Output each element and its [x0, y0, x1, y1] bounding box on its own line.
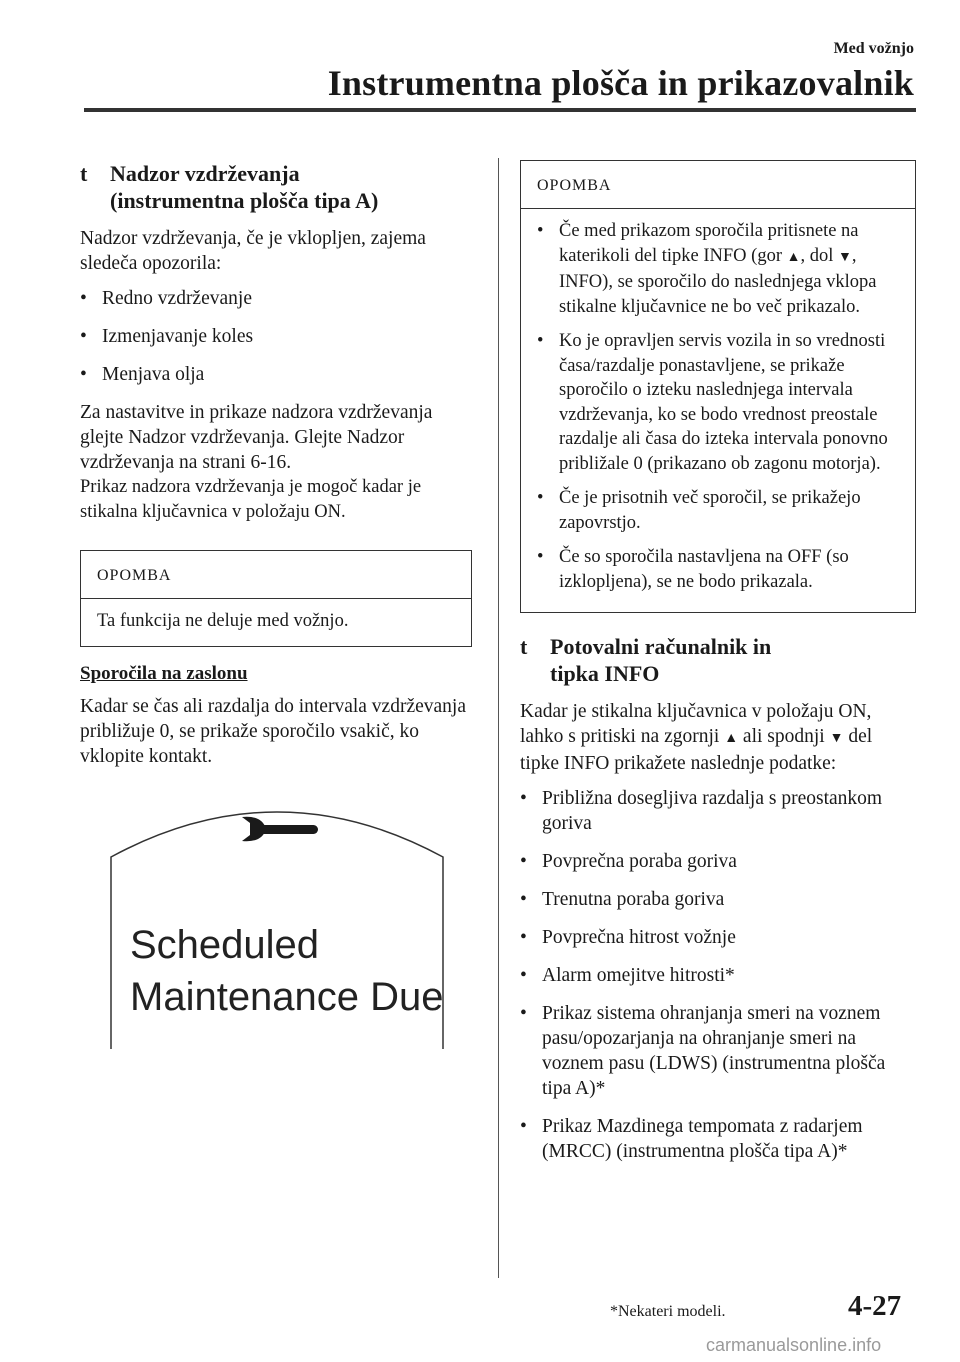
- list-item: • Alarm omejitve hitrosti*: [520, 965, 735, 986]
- list-item: • Ko je opravljen servis vozila in so vrednosti časa/razdalje ponastavljene, se prikaže sporočilo o izteku naslednjega intervala vzdrževanja, ko se bodo vrednost preostale razdalje ali časa do izteka intervala ponovno približale 0 (prikazano ob zagonu motorja).: [537, 329, 901, 476]
- list-item: • Približna dosegljiva razdalja s preostankom goriva: [520, 788, 883, 834]
- chapter-label: Med vožnjo: [833, 40, 914, 57]
- display-line-2: Maintenance Due: [130, 975, 444, 1019]
- list-item: • Povprečna poraba goriva: [520, 851, 737, 872]
- list-item: • Izmenjavanje koles: [80, 326, 254, 347]
- bullet-icon: •: [537, 331, 544, 351]
- list-item: • Prikaz Mazdinega tempomata z radarjem (MRCC) (instrumentna plošča tipa A)*: [520, 1116, 863, 1162]
- bullet-icon: •: [520, 851, 527, 872]
- maintenance-display-illustration: [110, 795, 444, 1050]
- bullet-icon: •: [537, 488, 544, 508]
- note-content: [521, 209, 915, 612]
- bullet-icon: •: [537, 221, 544, 241]
- section-title-line2: (instrumentna plošča tipa A): [110, 188, 379, 213]
- page-title: Instrumentna plošča in prikazovalnik: [327, 63, 914, 103]
- subheading-messages: Sporočila na zaslonu: [80, 662, 248, 684]
- wrench-icon: [242, 817, 318, 842]
- arrow-up-icon: ▲: [724, 731, 739, 746]
- left-column: [80, 160, 472, 779]
- bullet-icon: •: [80, 364, 87, 385]
- list-item: • Trenutna poraba goriva: [520, 889, 725, 910]
- list-item: • Redno vzdrževanje: [80, 288, 252, 309]
- display-paragraph: Prikaz nadzora vzdrževanja je mogoč kadar je stikalna ključavnica v položaju ON.: [80, 477, 422, 522]
- section-heading-maintenance: [80, 160, 472, 214]
- list-item: • Povprečna hitrost vožnje: [520, 927, 736, 948]
- intro-paragraph: Nadzor vzdrževanja, če je vklopljen, zajema sledeča opozorila:: [80, 228, 426, 274]
- list-item: • Prikaz sistema ohranjanja smeri na voznem pasu/opozarjanja na ohranjanje smeri na voznem pasu (LDWS) (instrumentna plošča tipa A)*: [520, 1003, 886, 1099]
- bullet-icon: •: [80, 288, 87, 309]
- bullet-icon: •: [520, 889, 527, 910]
- section-marker: t: [80, 161, 88, 186]
- bullet-icon: •: [520, 1116, 527, 1137]
- page-number: 4-27: [848, 1290, 902, 1322]
- note-text: Ta funkcija ne deluje med vožnjo.: [97, 611, 349, 631]
- section-title-line2: tipka INFO: [550, 661, 660, 686]
- bullet-icon: •: [520, 927, 527, 948]
- right-column: [520, 160, 916, 1177]
- watermark: carmanualsonline.info: [706, 1335, 882, 1355]
- settings-paragraph: Za nastavitve in prikaze nadzora vzdrževanja glejte Nadzor vzdrževanja. Glejte Nadzor vzdrževanja na strani 6-16.: [80, 402, 433, 473]
- list-item: • Menjava olja: [80, 364, 205, 385]
- bullet-icon: •: [537, 547, 544, 567]
- section-title-line1: Nadzor vzdrževanja: [110, 161, 300, 186]
- note-label: OPOMBA: [81, 551, 471, 599]
- arrow-up-icon: ▲: [786, 249, 801, 265]
- list-item: • Če so sporočila nastavljena na OFF (so izklopljena), se ne bodo prikazala.: [537, 545, 901, 594]
- trip-intro-paragraph: Kadar je stikalna ključavnica v položaju ON, lahko s pritiski na zgornji ▲ ali spodnji ▼ del tipke INFO prikažete naslednje podatke:: [520, 701, 873, 774]
- display-line-1: Scheduled: [130, 923, 320, 967]
- arrow-down-icon: ▼: [837, 249, 852, 265]
- column-divider: [498, 158, 499, 1278]
- note-box: [520, 160, 916, 613]
- section-title-line1: Potovalni računalnik in: [550, 634, 772, 659]
- list-item: • Če je prisotnih več sporočil, se prikažejo zapovrstjo.: [537, 486, 901, 535]
- note-label: OPOMBA: [521, 161, 915, 209]
- section-heading-trip-computer: [520, 633, 916, 687]
- bullet-icon: •: [520, 788, 527, 809]
- arrow-down-icon: ▼: [829, 731, 844, 746]
- bullet-icon: •: [80, 326, 87, 347]
- footer-note: *Nekateri modeli.: [610, 1303, 726, 1320]
- bullet-icon: •: [520, 1003, 527, 1024]
- messages-paragraph: Kadar se čas ali razdalja do intervala vzdrževanja približuje 0, se prikaže sporočilo vsakič, ko vklopite kontakt.: [80, 695, 466, 767]
- note-box: [80, 550, 472, 647]
- section-marker: t: [520, 634, 528, 659]
- header-rule: [84, 108, 916, 112]
- list-item: • Če med prikazom sporočila pritisnete na katerikoli del tipke INFO (gor ▲, dol ▼, INFO), se sporočilo do naslednjega vklopa stikalne ključavnice ne bo več prikazalo.: [537, 219, 901, 319]
- bullet-icon: •: [520, 965, 527, 986]
